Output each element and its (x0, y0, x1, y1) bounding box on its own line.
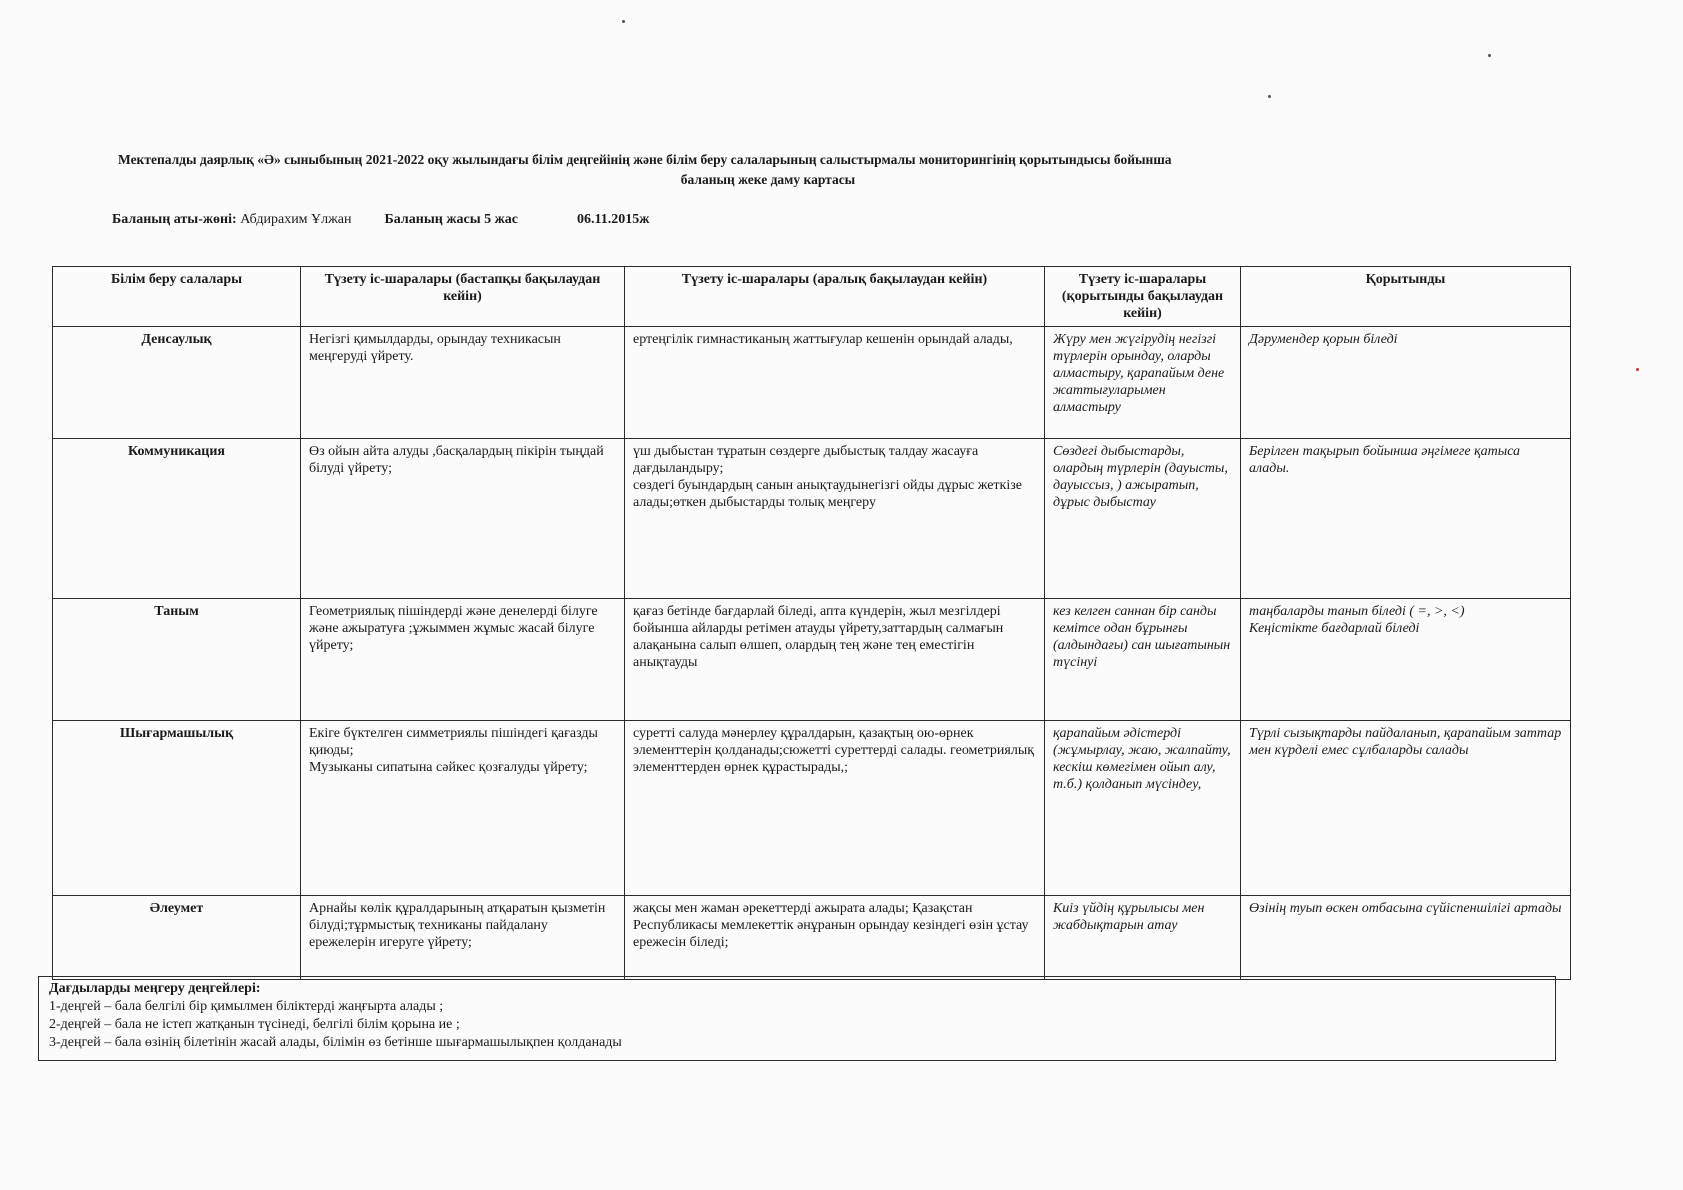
scan-speck (622, 20, 625, 23)
skill-levels-box (38, 976, 1556, 1061)
table-row (53, 327, 1571, 439)
initial-cell: Негізгі қимылдарды, орындау техникасын меңгеруді үйрету. (301, 327, 625, 439)
monitoring-table (52, 266, 1571, 980)
skill-level-1: 1-деңгей – бала белгілі бір қимылмен біліктерді жаңғырта алады ; (49, 999, 444, 1014)
title-line-2: баланың жеке даму картасы (680, 172, 856, 187)
result-cell: таңбаларды танып біледі ( =, >, <) Кеңістікте бағдарлай біледі (1241, 599, 1571, 721)
header-intermediate-measures: Түзету іс-шаралары (аралық бақылаудан кейін) (625, 267, 1045, 327)
scan-speck (1636, 368, 1639, 371)
document-title (118, 150, 1418, 190)
area-cell: Денсаулық (53, 327, 301, 439)
table-row (53, 439, 1571, 599)
final-cell: Киіз үйдің құрылысы мен жабдықтарын атау (1045, 896, 1241, 980)
intermediate-cell: ертеңгілік гимнастиканың жаттығулар кешенін орындай алады, (625, 327, 1045, 439)
intermediate-cell: үш дыбыстан тұратын сөздерге дыбыстық талдау жасауға дағдыландыру; сөздегі буындардың санын анықтаудынегізгі ойды дұрыс жеткізе алады;өткен дыбыстарды толық меңгеру (625, 439, 1045, 599)
scan-speck (1488, 54, 1491, 57)
final-cell: қарапайым әдістерді (жұмырлау, жаю, жалпайту, кескіш көмегімен ойып алу, т.б.) қолданып мүсіндеу, (1045, 721, 1241, 896)
child-info (112, 212, 649, 228)
child-birth-date: 06.11.2015ж (577, 212, 650, 227)
skill-levels-title: Дағдыларды меңгеру деңгейлері: (49, 981, 261, 996)
header-initial-measures: Түзету іс-шаралары (бастапқы бақылаудан кейін) (301, 267, 625, 327)
table-row (53, 599, 1571, 721)
result-cell: Берілген тақырып бойынша әңгімеге қатыса алады. (1241, 439, 1571, 599)
skill-level-2: 2-деңгей – бала не істеп жатқанын түсінеді, белгілі білім қорына ие ; (49, 1017, 460, 1032)
final-cell: кез келген саннан бір санды кемітсе одан бұрынғы (алдындағы) сан шығатынын түсінуі (1045, 599, 1241, 721)
final-cell: Сөздегі дыбыстарды, олардың түрлерін (дауысты, дауыссыз, ) ажыратып, дұрыс дыбыстау (1045, 439, 1241, 599)
initial-cell: Өз ойын айта алуды ,басқалардың пікірін тыңдай білуді үйрету; (301, 439, 625, 599)
initial-cell: Екіге бүктелген симметриялы пішіндегі қағазды қиюды; Музыканы сипатына сәйкес қозғалуды үйрету; (301, 721, 625, 896)
area-cell: Әлеумет (53, 896, 301, 980)
initial-cell: Геометриялық пішіндерді және денелерді білуге және ажыратуға ;ұжыммен жұмыс жасай білуге үйрету; (301, 599, 625, 721)
header-conclusion: Қорытынды (1241, 267, 1571, 327)
area-cell: Таным (53, 599, 301, 721)
area-cell: Шығармашылық (53, 721, 301, 896)
child-age: Баланың жасы 5 жас (384, 212, 518, 227)
table-row (53, 721, 1571, 896)
header-final-measures: Түзету іс-шаралары (қорытынды бақылаудан кейін) (1045, 267, 1241, 327)
title-line-1: Мектепалды даярлық «Ә» сыныбының 2021-2022 оқу жылындағы білім деңгейінің және білім беру салаларының салыстырмалы мониторингінің қорытындысы бойынша (118, 152, 1172, 167)
result-cell: Дәрумендер қорын біледі (1241, 327, 1571, 439)
area-cell: Коммуникация (53, 439, 301, 599)
child-name-value: Абдирахим Ұлжан (240, 212, 352, 227)
intermediate-cell: жақсы мен жаман әрекеттерді ажырата алады; Қазақстан Республикасы мемлекеттік әнұранын орындау кезіндегі өзін ұстау ережесін біледі; (625, 896, 1045, 980)
result-cell: Түрлі сызықтарды пайдаланып, қарапайым заттар мен күрделі емес сұлбаларды салады (1241, 721, 1571, 896)
header-education-areas: Білім беру салалары (53, 267, 301, 327)
final-cell: Жүру мен жүгірудің негізгі түрлерін орындау, оларды алмастыру, қарапайым дене жаттығуларымен алмастыру (1045, 327, 1241, 439)
intermediate-cell: суретті салуда мәнерлеу құралдарын, қазақтың ою-өрнек элементтерін қолданады;сюжетті суреттерді салады. геометриялық элементтерден өрнек құрастырады,; (625, 721, 1045, 896)
table-row (53, 896, 1571, 980)
scan-speck (1268, 95, 1271, 98)
result-cell: Өзінің туып өскен отбасына сүйіспеншілігі артады (1241, 896, 1571, 980)
table-header-row (53, 267, 1571, 327)
skill-level-3: 3-деңгей – бала өзінің білетінін жасай алады, білімін өз бетінше шығармашылықпен қолданады (49, 1035, 622, 1050)
child-name-label: Баланың аты-жөні: (112, 212, 237, 227)
initial-cell: Арнайы көлік құралдарының атқаратын қызметін білуді;тұрмыстық техниканы пайдалану ережелерін игеруге үйрету; (301, 896, 625, 980)
intermediate-cell: қағаз бетінде бағдарлай біледі, апта күндерін, жыл мезгілдері бойынша айларды ретімен атауды үйрету,заттардың салмағын алақанына салып өлшеп, олардың тең және тең еместігін анықтауды (625, 599, 1045, 721)
